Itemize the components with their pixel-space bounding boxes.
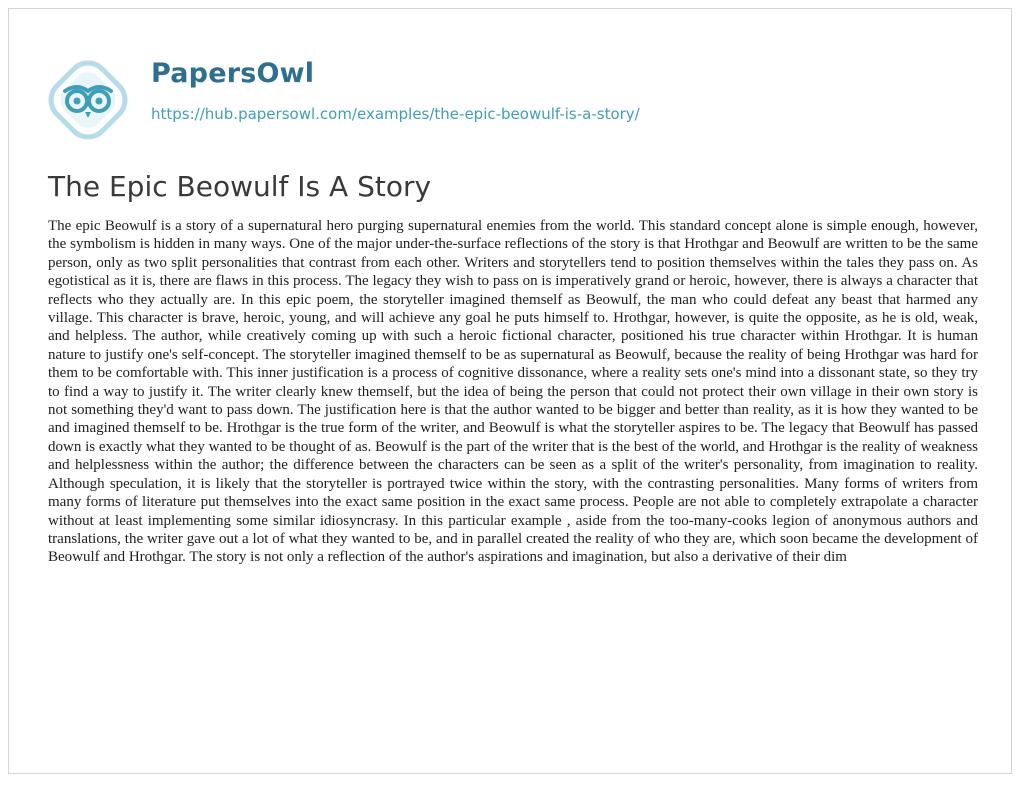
source-url-link[interactable]: https://hub.papersowl.com/examples/the-epic-beowulf-is-a-story/: [151, 105, 640, 123]
essay-body: The epic Beowulf is a story of a supernatural hero purging supernatural enemies from the world. This standard concept alone is simple enough, however, the symbolism is hidden in many ways. One of the major under-the-surface reflections of the story is that Hrothgar and Beowulf are written to be the same person, only as two split personalities that contrast from each other. Writers and storytellers tend to position themselves within the tales they pass on. As egotistical as it is, there are flaws in this process. The legacy they wish to pass on is imperatively grand or heroic, however, there is always a character that reflects who they actually are. In this epic poem, the storyteller imagined themself as Beowulf, the man who could defeat any beast that harmed any village. This character is brave, heroic, young, and will achieve any goal he puts himself to. Hrothgar, however, is quite the opposite, as he is old, weak, and helpless. The author, while creatively coming up with such a heroic fictional character, positioned his true character within Hrothgar. It is human nature to justify one's self-concept. The storyteller imagined themself to be as supernatural as Beowulf, because the reality of being Hrothgar was hard for them to be comfortable with. This inner justification is a process of cognitive dissonance, where a reality sets one's mind into a dissonant state, so they try to find a way to justify it. The writer clearly knew themself, but the idea of being the person that could not protect their own village in their own story is not something they'd want to pass down. The justification here is that the author wanted to be bigger and better than reality, as it is how they wanted to be and imagined themself to be. Hrothgar is the true form of the writer, and Beowulf is what the storyteller aspires to be. The legacy that Beowulf has passed down is exactly what they wanted to be thought of as. Beowulf is the part of the writer that is the best of the world, and Hrothgar is the reality of weakness and helplessness within the author; the difference between the characters can be seen as a split of the writer's personality, from imagination to reality. Although speculation, it is likely that the storyteller is portrayed twice within the story, with the contrasting personalities. Many forms of writers from many forms of literature put themselves into the exact same position in the exact same process. People are not able to completely extrapolate a character without at least implementing some similar idiosyncrasy. In this particular example , aside from the too-many-cooks legion of anonymous authors and translations, the writer gave out a lot of what they wanted to be, and in parallel created the reality of who they are, which soon became the development of Beowulf and Hrothgar. The story is not only a reflection of the author's aspirations and imagination, but also a derivative of their dim: [48, 218, 978, 566]
page-title: The Epic Beowulf Is A Story: [48, 170, 432, 203]
site-header: [46, 48, 746, 138]
owl-logo-icon: [46, 58, 130, 142]
brand-name: PapersOwl: [151, 58, 315, 89]
